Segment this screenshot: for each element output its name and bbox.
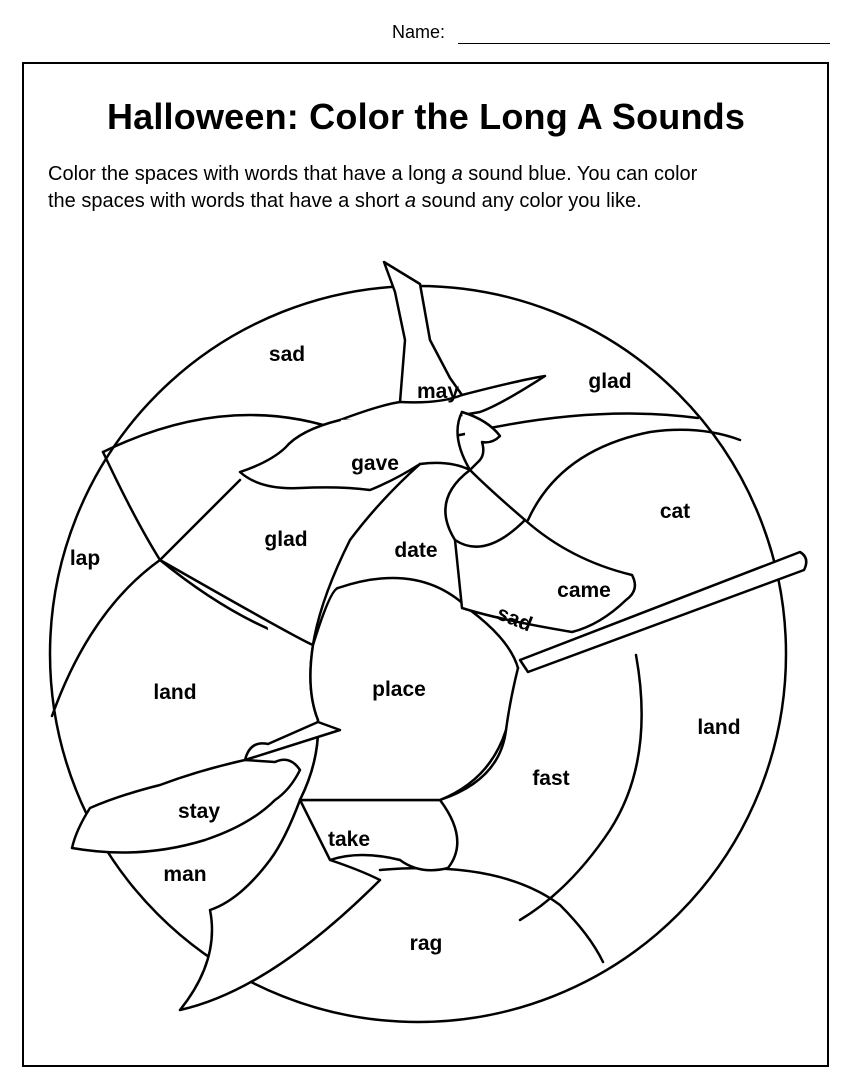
region-label: land: [153, 681, 197, 704]
region-label: glad: [264, 528, 308, 551]
region-label: lap: [69, 547, 101, 570]
page-title: Halloween: Color the Long A Sounds: [106, 96, 746, 137]
region-label: land: [697, 716, 741, 739]
region-label: take: [327, 828, 371, 851]
name-label: Name:: [392, 22, 446, 42]
region-label: came: [557, 579, 611, 602]
region-label: date: [394, 539, 438, 562]
region-label: fast: [532, 767, 570, 790]
region-label: rag: [409, 932, 443, 955]
instructions-line-1: Color the spaces with words that have a long a sound blue. You can color: [48, 163, 698, 185]
region-label: sad: [493, 601, 536, 637]
instructions-line-2: the spaces with words that have a short a sound any color you like.: [48, 190, 642, 212]
region-label: place: [372, 678, 426, 701]
region-label: may: [416, 380, 460, 403]
region-label: man: [163, 863, 207, 886]
region-label: sad: [268, 343, 306, 366]
region-label: glad: [588, 370, 632, 393]
region-label: gave: [351, 452, 399, 475]
region-label: stay: [177, 800, 221, 823]
region-label: cat: [659, 500, 691, 523]
